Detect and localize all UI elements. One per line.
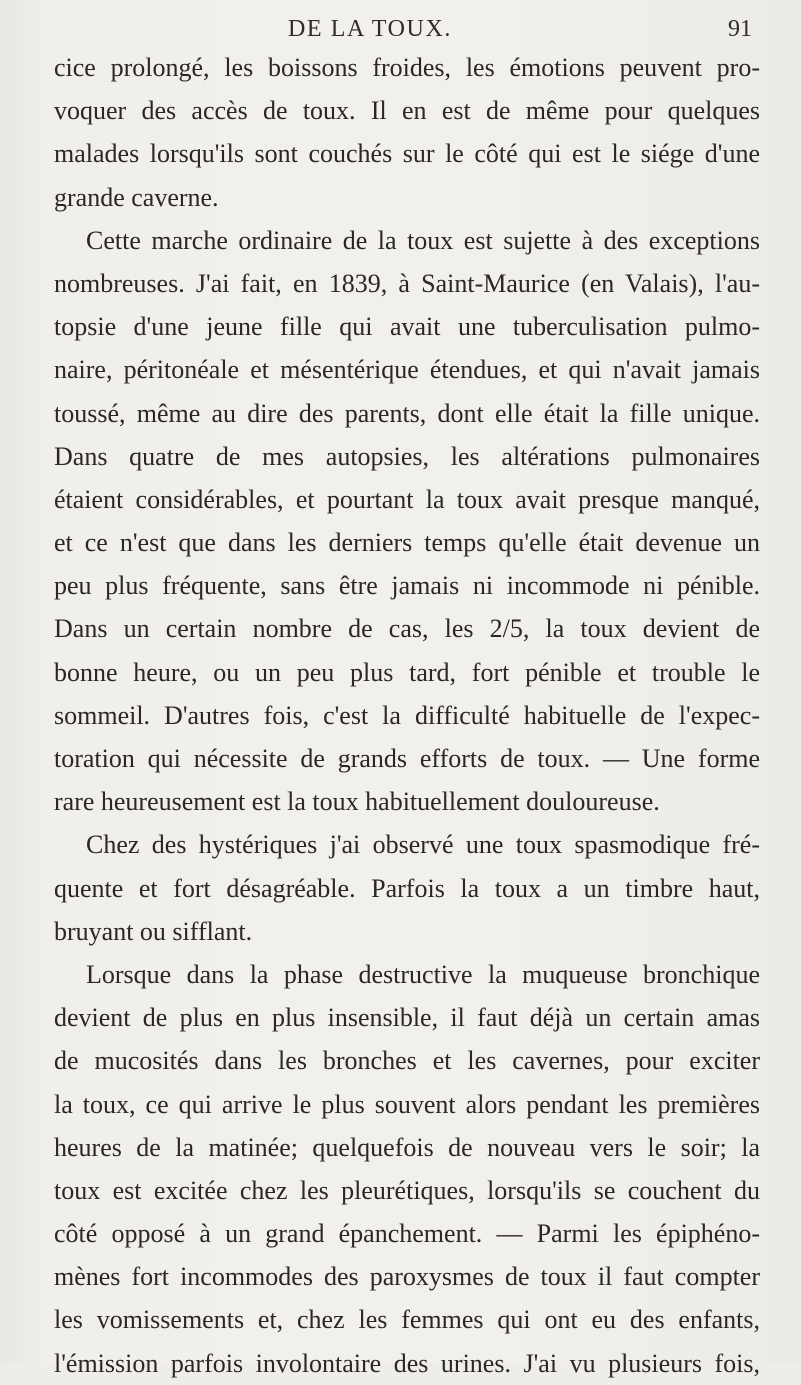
text-line: bonne heure, ou un peu plus tard, fort pénible et trouble le xyxy=(54,657,760,687)
body-text xyxy=(54,46,760,1385)
text-line: l'émission parfois involontaire des urines. J'ai vu plusieurs fois, xyxy=(54,1348,760,1378)
page-header xyxy=(0,16,801,50)
text-line: malades lorsqu'ils sont couchés sur le côté qui est le siége d'une xyxy=(54,139,760,169)
text-line: toux est excitée chez les pleurétiques, lorsqu'ils se couchent du xyxy=(54,1175,760,1205)
text-line: sommeil. D'autres fois, c'est la difficulté habituelle de l'expec- xyxy=(54,700,760,730)
text-line: heures de la matinée; quelquefois de nouveau vers le soir; la xyxy=(54,1132,760,1162)
text-line: grande caverne. xyxy=(54,182,219,212)
text-line: cice prolongé, les boissons froides, les émotions peuvent pro- xyxy=(54,53,760,82)
text-line: Chez des hystériques j'ai observé une toux spasmodique fré- xyxy=(86,830,760,860)
text-line: étaient considérables, et pourtant la toux avait presque manqué, xyxy=(54,484,760,514)
text-line: topsie d'une jeune fille qui avait une tuberculisation pulmo- xyxy=(54,312,760,342)
text-line: la toux, ce qui arrive le plus souvent alors pendant les premières xyxy=(54,1089,760,1119)
text-line: Dans quatre de mes autopsies, les altérations pulmonaires xyxy=(54,441,760,471)
text-line: et ce n'est que dans les derniers temps qu'elle était devenue un xyxy=(54,528,760,558)
text-line: bruyant ou sifflant. xyxy=(54,916,253,946)
text-line: voquer des accès de toux. Il en est de même pour quelques xyxy=(54,96,760,126)
page-number: 91 xyxy=(728,16,752,42)
text-line: toussé, même au dire des parents, dont elle était la fille unique. xyxy=(54,398,760,428)
text-line: nombreuses. J'ai fait, en 1839, à Saint-Maurice (en Valais), l'au- xyxy=(54,268,760,298)
text-line: rare heureusement est la toux habituellement douloureuse. xyxy=(54,787,660,817)
text-line: les vomissements et, chez les femmes qui ont eu des enfants, xyxy=(54,1305,760,1335)
text-line: mènes fort incommodes des paroxysmes de toux il faut compter xyxy=(54,1262,760,1292)
text-line: Cette marche ordinaire de la toux est sujette à des exceptions xyxy=(86,225,760,255)
text-line: Dans un certain nombre de cas, les 2/5, la toux devient de xyxy=(54,614,760,644)
text-line: de mucosités dans les bronches et les cavernes, pour exciter xyxy=(54,1046,760,1076)
text-line: toration qui nécessite de grands efforts de toux. — Une forme xyxy=(54,744,760,773)
text-line: quente et fort désagréable. Parfois la toux a un timbre haut, xyxy=(54,873,760,903)
text-line: naire, péritonéale et mésentérique étendues, et qui n'avait jamais xyxy=(54,355,760,385)
text-line: côté opposé à un grand épanchement. — Parmi les épiphéno- xyxy=(54,1219,760,1249)
text-line: peu plus fréquente, sans être jamais ni incommode ni pénible. xyxy=(54,571,760,601)
text-line: devient de plus en plus insensible, il faut déjà un certain amas xyxy=(54,1003,760,1033)
text-line: Lorsque dans la phase destructive la muqueuse bronchique xyxy=(86,959,760,989)
running-title: DE LA TOUX. xyxy=(287,16,453,42)
